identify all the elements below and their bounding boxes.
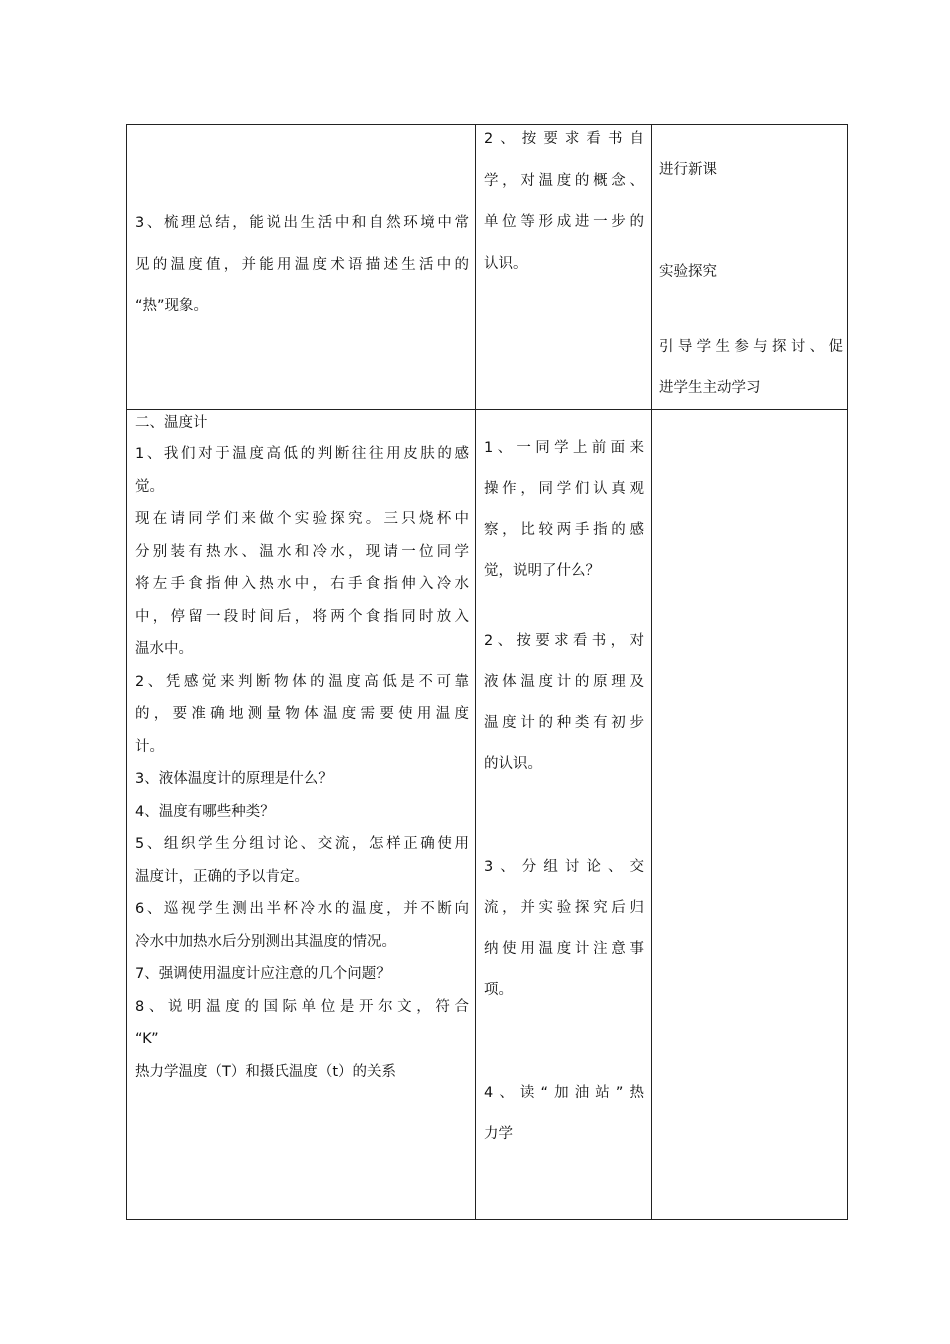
- text-line: 中，停留一段时间后，将两个食指同时放入: [135, 608, 469, 625]
- text-line: 的认识。: [484, 756, 542, 772]
- text-line: 的，要准确地测量物体温度需要使用温度: [135, 706, 469, 722]
- text-line: 引导学生参与探讨、促: [659, 339, 843, 355]
- text-line: 液体温度计的原理及: [484, 674, 644, 690]
- text-line: 温度计的种类有初步: [484, 715, 644, 731]
- design-item-experiment: 实验探究: [659, 264, 717, 280]
- text-line: 认识。: [484, 255, 528, 272]
- column-divider-1: [475, 125, 476, 1219]
- text-line: 分别装有热水、温水和冷水，现请一位同学: [135, 543, 469, 560]
- row2-student-group-1: [484, 428, 644, 592]
- text-line: 力学: [484, 1126, 513, 1142]
- text-line: 7、强调使用温度计应注意的几个问题？: [135, 966, 391, 982]
- text-line: 1、一同学上前面来: [484, 440, 644, 456]
- text-line: 纳使用温度计注意事: [484, 941, 644, 957]
- row2-student-group-4: [484, 1073, 644, 1155]
- text-line: 温度计，正确的予以肯定。: [135, 868, 309, 885]
- text-line: 3、梳理总结，能说出生活中和自然环境中常: [135, 215, 469, 231]
- text-line: 2、按要求看书自: [484, 131, 644, 147]
- row2-student-group-3: [484, 847, 644, 1011]
- row1-activity-cell: [135, 203, 469, 328]
- section-heading: 二、温度计: [135, 415, 208, 431]
- row2-student-group-2: [484, 621, 644, 785]
- text-line: 现在请同学们来做个实验探究。三只烧杯中: [135, 511, 469, 527]
- text-line: 3、液体温度计的原理是什么？: [135, 771, 333, 787]
- column-divider-2: [651, 125, 652, 1219]
- text-line: 8、说明温度的国际单位是开尔文，符合: [135, 998, 469, 1015]
- text-line: 项。: [484, 982, 513, 998]
- row1-design-cell-3: [659, 327, 843, 409]
- text-line: “K”: [135, 1031, 159, 1047]
- text-line: 热力学温度（T）和摄氏温度（t）的关系: [135, 1063, 397, 1080]
- row1-design-cell: [659, 155, 843, 185]
- text-line: 将左手食指伸入热水中，右手食指伸入冷水: [135, 576, 469, 592]
- lesson-plan-table: [126, 124, 848, 1220]
- row2-activity-cell: [135, 408, 469, 1088]
- row1-student-cell: [484, 119, 644, 285]
- text-line: 学，对温度的概念、: [484, 172, 644, 189]
- text-line: 2、凭感觉来判断物体的温度高低是不可靠: [135, 673, 469, 690]
- text-line: 觉。: [135, 478, 164, 495]
- text-line: 5、组织学生分组讨论、交流，怎样正确使用: [135, 836, 469, 852]
- text-line: 4、温度有哪些种类？: [135, 803, 275, 820]
- text-line: 4、读“加油站”热: [484, 1085, 644, 1101]
- text-line: 3、分组讨论、交: [484, 859, 644, 875]
- text-line: 冷水中加热水后分别测出其温度的情况。: [135, 933, 396, 950]
- text-line: 单位等形成进一步的: [484, 214, 644, 230]
- text-line: 1、我们对于温度高低的判断往往用皮肤的感: [135, 446, 469, 462]
- row1-design-cell-2: [659, 257, 843, 287]
- text-line: 觉，说明了什么？: [484, 563, 600, 579]
- text-line: “热”现象。: [135, 298, 209, 314]
- text-line: 见的温度值，并能用温度术语描述生活中的: [135, 256, 469, 273]
- text-line: 2、按要求看书，对: [484, 633, 644, 649]
- text-line: 计。: [135, 738, 164, 755]
- text-line: 操作，同学们认真观: [484, 481, 644, 497]
- text-line: 流，并实验探究后归: [484, 900, 644, 916]
- design-item-new-lesson: 进行新课: [659, 162, 717, 178]
- text-line: 进学生主动学习: [659, 380, 761, 396]
- text-line: 6、巡视学生测出半杯冷水的温度，并不断向: [135, 901, 469, 917]
- text-line: 察，比较两手指的感: [484, 522, 644, 538]
- text-line: 温水中。: [135, 641, 193, 657]
